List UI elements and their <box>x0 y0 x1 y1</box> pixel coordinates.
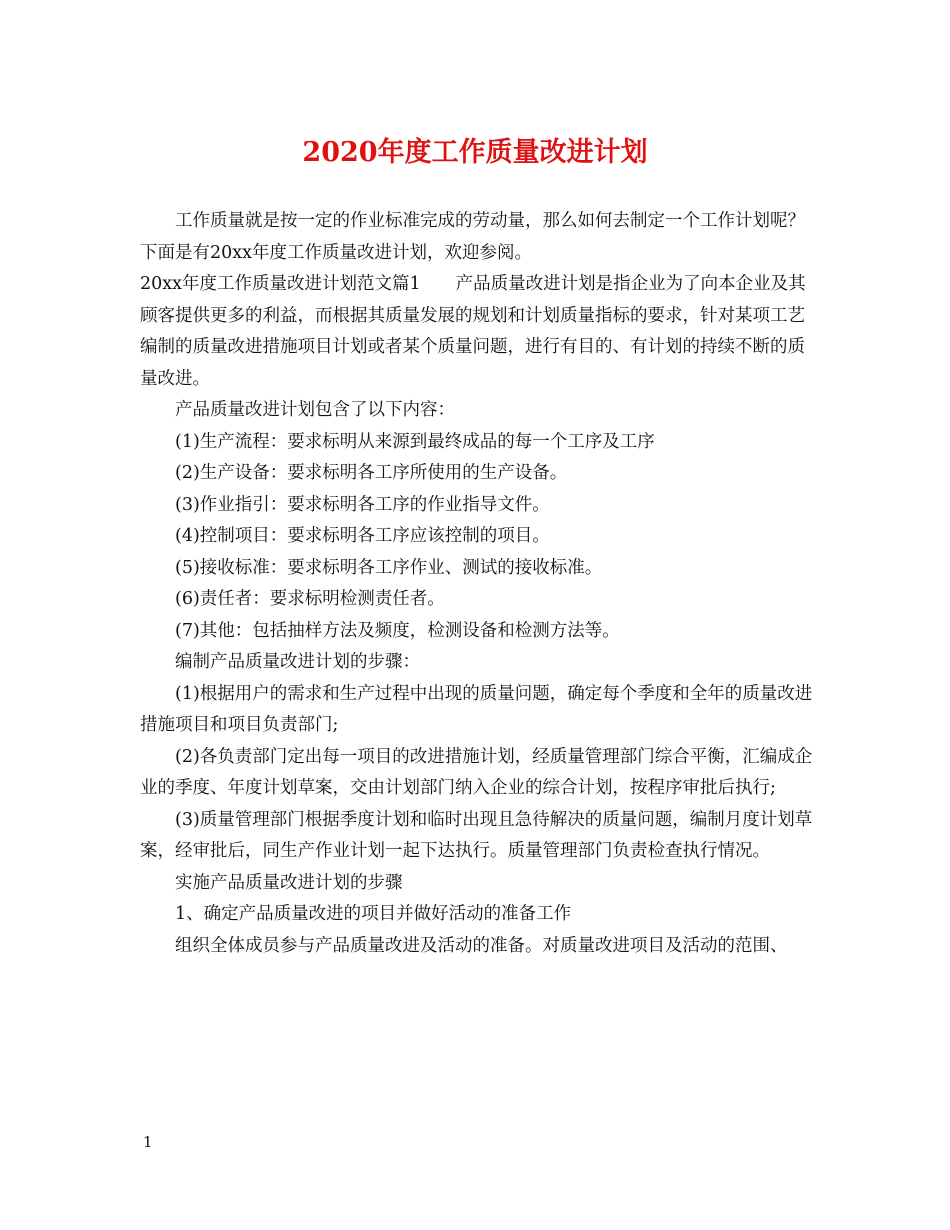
list-item: (3)作业指引：要求标明各工序的作业指导文件。 <box>175 494 550 515</box>
list-item: (6)责任者：要求标明检测责任者。 <box>175 589 445 609</box>
list-item: (7)其他：包括抽样方法及频度，检测设备和检测方法等。 <box>175 620 620 641</box>
paragraph-intro: 工作质量就是按一定的作业标准完成的劳动量，那么如何去制定一个工作计划呢？下面是有20xx年度工作质量改进计划，欢迎参阅。 <box>140 211 805 263</box>
document-title: 2020年度工作质量改进计划 <box>302 137 648 168</box>
list-item: (2)生产设备：要求标明各工序所使用的生产设备。 <box>175 463 568 483</box>
paragraph-steps-heading: 编制产品质量改进计划的步骤： <box>175 652 420 672</box>
list-item: (2)各负责部门定出每一项目的改进措施计划，经质量管理部门综合平衡，汇编成企业的季度、年度计划草案，交由计划部门纳入企业的综合计划，按程序审批后执行; <box>140 746 813 798</box>
paragraph-step-1: 1、确定产品质量改进的项目并做好活动的准备工作 <box>175 904 572 924</box>
list-item: (5)接收标准：要求标明各工序作业、测试的接收标准。 <box>175 557 603 578</box>
list-item: (4)控制项目：要求标明各工序应该控制的项目。 <box>175 526 550 546</box>
list-item: (1)生产流程：要求标明从来源到最终成品的每一个工序及工序 <box>175 431 655 452</box>
document-body <box>140 206 820 962</box>
list-item: (1)根据用户的需求和生产过程中出现的质量问题，确定每个季度和全年的质量改进措施项目和项目负责部门; <box>140 683 813 735</box>
paragraph-implement-heading: 实施产品质量改进计划的步骤 <box>175 872 403 893</box>
page-number: 1 <box>143 1133 153 1151</box>
paragraph-step-1-body: 组织全体成员参与产品质量改进及活动的准备。对质量改进项目及活动的范围、 <box>175 935 788 956</box>
list-item: (3)质量管理部门根据季度计划和临时出现且急待解决的质量问题，编制月度计划草案，经审批后，同生产作业计划一起下达执行。质量管理部门负责检查执行情况。 <box>140 809 813 861</box>
paragraph-contents-heading: 产品质量改进计划包含了以下内容： <box>175 400 455 420</box>
paragraph-sample-1: 20xx年度工作质量改进计划范文篇1 产品质量改进计划是指企业为了向本企业及其顾客提供更多的利益，而根据其质量发展的规划和计划质量指标的要求，针对某项工艺编制的质量改进措施项目计划或者某个质量问题，进行有目的、有计划的持续不断的质量改进。 <box>140 274 806 389</box>
